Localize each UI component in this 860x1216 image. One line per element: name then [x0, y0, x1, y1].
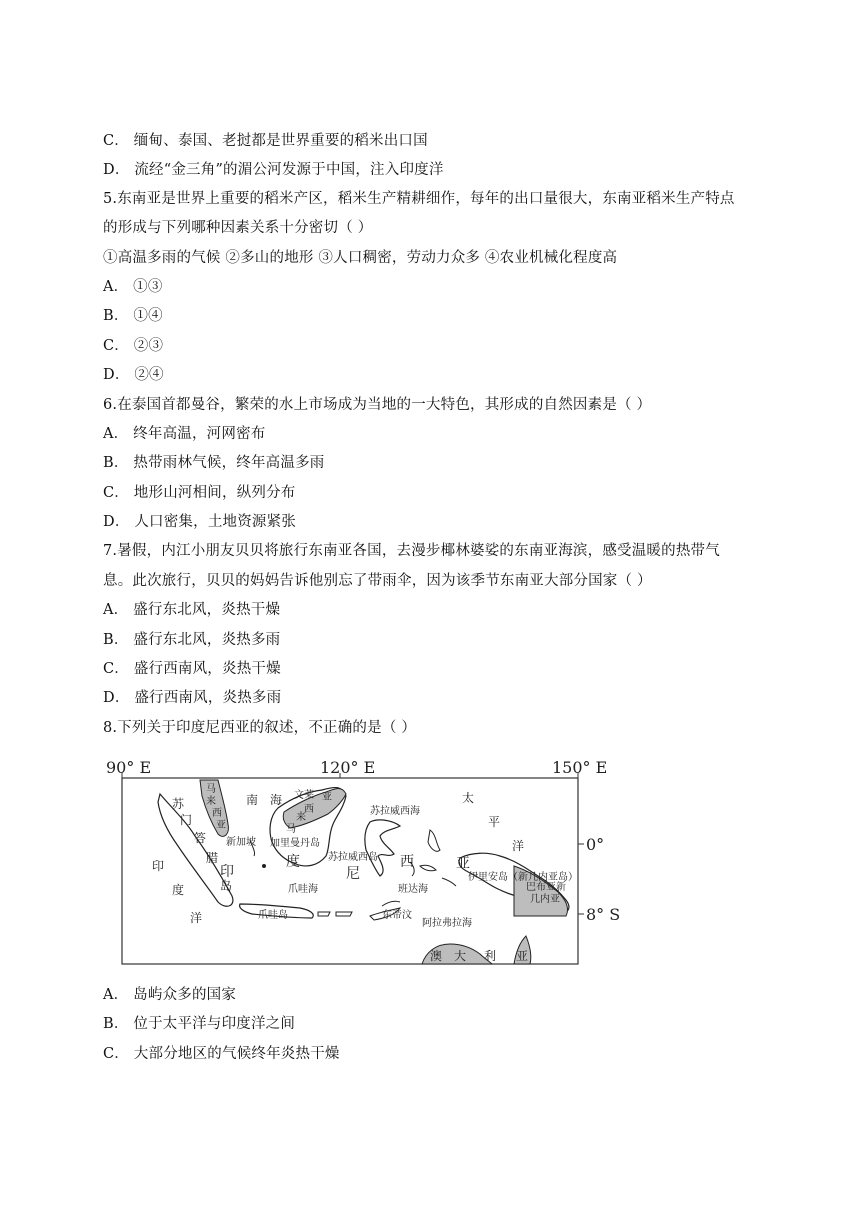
label-pacific-2: 平 — [488, 815, 501, 829]
label-indian-ocean-3: 洋 — [190, 911, 203, 925]
label-east-malaysia-xi: 西 — [304, 804, 314, 815]
label-malaysia-4: 亚 — [216, 820, 226, 831]
q8-option-c: C． 大部分地区的气候终年炎热干燥 — [103, 1046, 340, 1062]
q6-option-c: C． 地形山河相间，纵列分布 — [103, 485, 296, 501]
q7-stem-line2: 息。此次旅行，贝贝的妈妈告诉他别忘了带雨伞，因为该季节东南亚大部分国家（ ） — [103, 573, 652, 589]
q7-stem-line1: 7.暑假，内江小朋友贝贝将旅行东南亚各国，去漫步椰林婆娑的东南亚海滨，感受温暖的热带气 — [103, 543, 720, 559]
q5-option-c: C． ②③ — [103, 338, 164, 354]
lon-120e-label: 120° E — [320, 758, 376, 777]
lat-8s-label: 8° S — [586, 905, 620, 924]
label-sumatra-1: 苏 — [172, 797, 185, 811]
label-sumatra-4: 腊 — [206, 851, 219, 865]
label-banda-sea: 班达海 — [398, 884, 428, 895]
label-kalimantan: 加里曼丹岛 — [270, 838, 320, 849]
q6-option-b: B． 热带雨林气候，终年高温多雨 — [103, 455, 325, 471]
label-pacific-3: 洋 — [512, 839, 525, 853]
label-malaysia-3: 西 — [212, 808, 222, 819]
label-irian: 伊里安岛（新几内亚岛） — [468, 872, 578, 883]
lon-150e-label: 150° E — [552, 758, 608, 777]
q5-stem-line1: 5.东南亚是世界上重要的稻米产区，稻米生产精耕细作，每年的出口量很大，东南亚稻米生产特点 — [103, 191, 735, 207]
label-indonesia-ni: 尼 — [346, 866, 360, 882]
lat-0-label: 0° — [586, 835, 605, 854]
label-java-sea: 爪哇海 — [288, 884, 318, 895]
label-indonesia-du: 度 — [286, 854, 300, 870]
q6-option-d: D． 人口密集，土地资源紧张 — [103, 514, 297, 530]
label-australia-3: 利 — [484, 949, 497, 963]
label-sumatra-2: 门 — [180, 813, 193, 827]
q6-stem: 6.在泰国首都曼谷，繁荣的水上市场成为当地的一大特色，其形成的自然因素是（ ） — [103, 397, 652, 413]
label-east-malaysia-ya: 亚 — [322, 792, 332, 803]
label-singapore: 新加坡 — [226, 837, 256, 848]
q8-stem: 8.下列关于印度尼西亚的叙述，不正确的是（ ） — [103, 720, 417, 736]
label-malaysia-1: 马 — [206, 784, 216, 795]
q6-option-a: A． 终年高温，河网密布 — [103, 426, 266, 442]
q5-option-d: D． ②④ — [103, 367, 164, 383]
label-indonesia-xi: 西 — [400, 854, 414, 870]
label-australia-4: 亚 — [516, 949, 529, 963]
q7-option-b: B． 盛行东北风，炎热多雨 — [103, 632, 281, 648]
label-indonesia-yin: 印 — [220, 864, 234, 880]
label-pacific-1: 太 — [462, 791, 475, 805]
label-indonesia-ya: 亚 — [456, 856, 470, 872]
label-south-china-sea-2: 海 — [270, 793, 283, 807]
label-australia-1: 澳 — [430, 949, 443, 963]
label-arafura-sea: 阿拉弗拉海 — [422, 918, 472, 929]
q4-option-d: D． 流经“金三角”的湄公河发源于中国，注入印度洋 — [103, 162, 444, 178]
label-indian-ocean-2: 度 — [172, 883, 185, 897]
label-south-china-sea-1: 南 — [246, 793, 259, 807]
label-malaysia-2: 来 — [206, 796, 216, 807]
label-sulawesi: 苏拉威西岛 — [328, 852, 378, 863]
label-east-malaysia-ma: 马 — [286, 824, 296, 835]
label-brunei: 文莱 — [294, 790, 314, 801]
q8-option-b: B． 位于太平洋与印度洋之间 — [103, 1016, 296, 1032]
label-sulawesi-sea: 苏拉威西海 — [370, 806, 420, 817]
label-dao: 岛 — [220, 879, 233, 893]
q7-option-d: D． 盛行西南风，炎热多雨 — [103, 690, 282, 706]
label-png-2: 几内亚 — [530, 894, 560, 905]
label-east-timor: 东帝汶 — [382, 910, 412, 921]
q7-option-a: A． 盛行东北风，炎热干燥 — [103, 602, 281, 618]
label-sumatra-3: 答 — [194, 831, 207, 845]
label-australia-2: 大 — [454, 949, 467, 963]
label-indian-ocean-1: 印 — [152, 859, 165, 873]
label-java: 爪哇岛 — [258, 910, 288, 921]
lon-90e-label: 90° E — [106, 758, 152, 777]
indonesia-map — [100, 756, 620, 968]
q5-factors: ①高温多雨的气候 ②多山的地形 ③人口稠密，劳动力众多 ④农业机械化程度高 — [103, 250, 618, 266]
label-png-1: 巴布亚新 — [526, 882, 566, 893]
q5-option-a: A． ①③ — [103, 279, 163, 295]
q4-option-c: C． 缅甸、泰国、老挝都是世界重要的稻米出口国 — [103, 133, 428, 149]
label-east-malaysia-lai: 来 — [296, 812, 306, 823]
q8-option-a: A． 岛屿众多的国家 — [103, 987, 237, 1003]
q5-option-b: B． ①④ — [103, 308, 163, 324]
q5-stem-line2: 的形成与下列哪种因素关系十分密切（ ） — [103, 220, 373, 236]
q7-option-c: C． 盛行西南风，炎热干燥 — [103, 661, 281, 677]
